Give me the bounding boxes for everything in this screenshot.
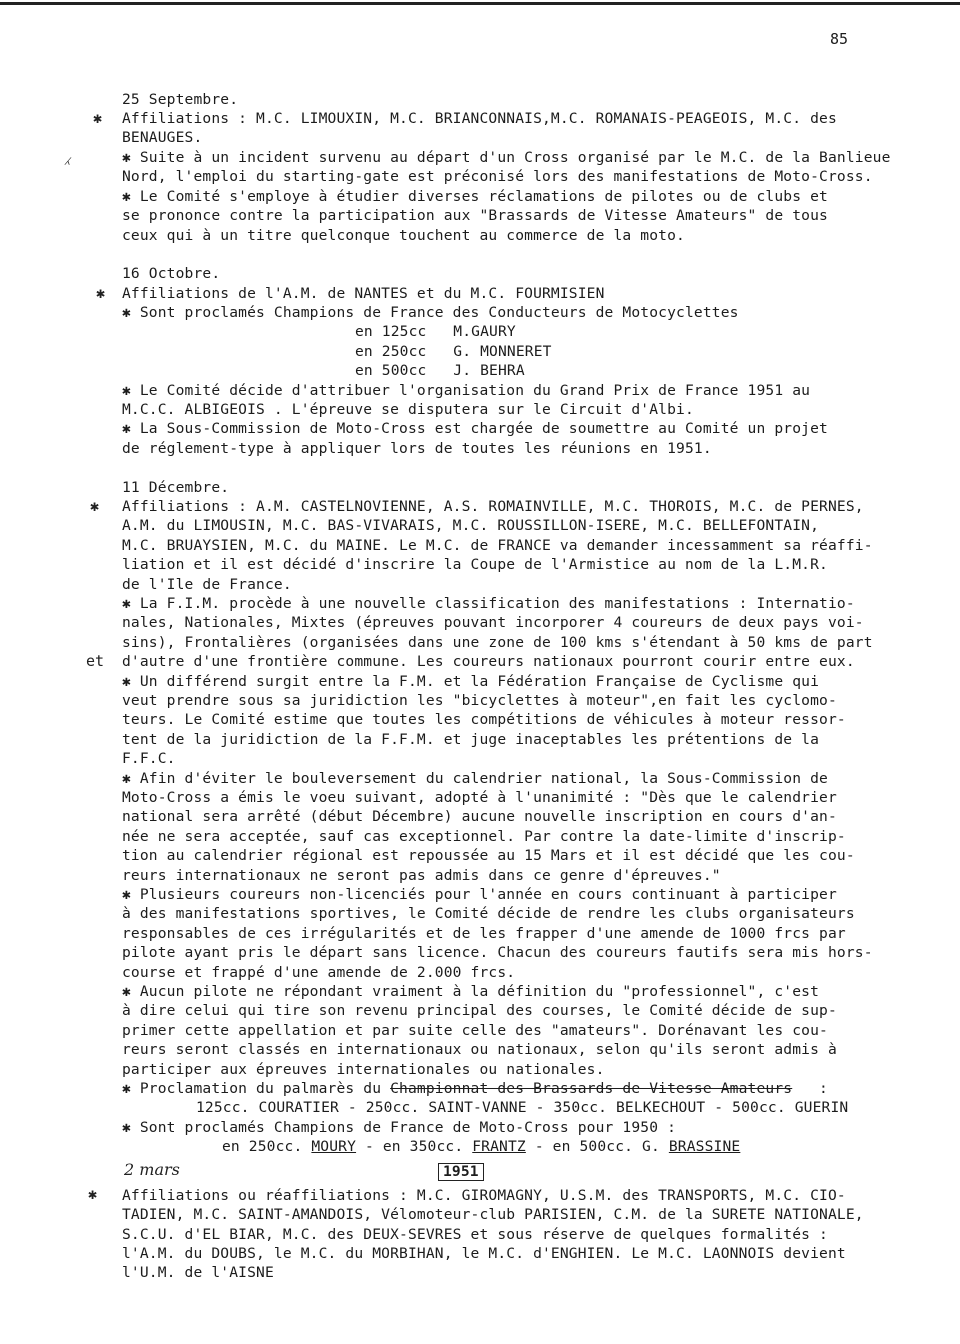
text-line: S.C.U. d'EL BIAR, M.C. des DEUX-SEVRES et sous réserve de quelques formalités :: [122, 1226, 828, 1243]
text-line: ✱ Un différend surgit entre la F.M. et la Fédération Française de Cyclisme qui: [122, 673, 820, 690]
text-line: Affiliations ou réaffiliations : M.C. GIROMAGNY, U.S.M. des TRANSPORTS, M.C. CIO-: [122, 1187, 846, 1204]
text-line: tion au calendrier régional est repoussée au 15 Mars et il est décidé que les cou-: [122, 847, 855, 864]
text-line: se prononce contre la participation aux "Brassards de Vitesse Amateurs" de tous: [122, 207, 828, 224]
text-line: ✱ Afin d'éviter le bouleversement du calendrier national, la Sous-Commission de: [122, 770, 828, 787]
margin-et: et: [86, 652, 105, 670]
champion-brassine: BRASSINE: [668, 1138, 741, 1155]
motocross-champions-line: [222, 1137, 740, 1156]
margin-bullet: ✱: [96, 284, 106, 302]
margin-bullet: ✱: [88, 1185, 98, 1203]
palmares-colon: :: [819, 1080, 828, 1097]
text-line: TADIEN, M.C. SAINT-AMANDOIS, Vélomoteur-club PARISIEN, C.M. de la SURETE NATIONALE,: [122, 1206, 864, 1223]
champion-line: en 500cc J. BEHRA: [355, 362, 525, 379]
champion-moury: MOURY: [311, 1138, 357, 1155]
text-line: née ne sera acceptée, sauf cas exceptionnel. Par contre la date-limite d'inscrip-: [122, 828, 846, 845]
text-line: BENAUGES.: [122, 129, 203, 146]
text-line: M.C.C. ALBIGEOIS . L'épreuve se disputera sur le Circuit d'Albi.: [122, 401, 694, 418]
text-line: Nord, l'emploi du starting-gate est préconisé lors des manifestations de Moto-Cross.: [122, 168, 873, 185]
text-line: ✱ Sont proclamés Champions de France de Moto-Cross pour 1950 :: [122, 1119, 677, 1136]
text-line: national sera arrêté (début Décembre) aucune nouvelle inscription en cours d'an-: [122, 808, 837, 825]
text-line: F.F.C.: [122, 750, 176, 767]
text-line: ✱ Plusieurs coureurs non-licenciés pour l'année en cours continuant à participer: [122, 886, 837, 903]
palmares-line: [122, 1079, 828, 1098]
text-line: Moto-Cross a émis le voeu suivant, adopté à l'unanimité : "Dès que le calendrier: [122, 789, 837, 806]
champion-line: en 250cc G. MONNERET: [355, 343, 552, 360]
text-line: Affiliations : M.C. LIMOUXIN, M.C. BRIANCONNAIS,M.C. ROMANAIS-PEAGEOIS, M.C. des: [122, 110, 837, 127]
text-line: liation et il est décidé d'inscrire la Coupe de l'Armistice au nom de la L.M.R.: [122, 556, 828, 573]
text-line: ✱ Le Comité décide d'attribuer l'organisation du Grand Prix de France 1951 au: [122, 382, 811, 399]
text-line: à des manifestations sportives, le Comité décide de rendre les clubs organisateurs: [122, 905, 855, 922]
text-line: primer cette appellation et par suite celle des "amateurs". Dorénavant les cou-: [122, 1022, 828, 1039]
text-line: tent de la juridiction de la F.F.M. et juge inaceptables les prétentions de la: [122, 731, 820, 748]
margin-bullet: ✱: [93, 109, 103, 127]
text-line: ✱ Aucun pilote ne répondant vraiment à la définition du "professionnel", c'est: [122, 983, 820, 1000]
text-line: l'A.M. du DOUBS, le M.C. du MORBIHAN, le M.C. d'ENGHIEN. Le M.C. LAONNOIS devient: [122, 1245, 846, 1262]
text-line: responsables de ces irrégularités et de les frapper d'une amende de 1000 frcs par: [122, 925, 846, 942]
date-heading-11-decembre: 11 Décembre.: [122, 479, 230, 496]
class-500: - en 500cc. G.: [534, 1138, 660, 1155]
text-line: Affiliations : A.M. CASTELNOVIENNE, A.S. ROMAINVILLE, M.C. THOROIS, M.C. de PERNES,: [122, 498, 864, 515]
palmares-intro: ✱ Proclamation du palmarès du: [122, 1080, 382, 1097]
text-line: ✱ La F.I.M. procède à une nouvelle classification des manifestations : Internatio-: [122, 595, 855, 612]
margin-check-mark: ⁁: [66, 146, 70, 165]
champion-frantz: FRANTZ: [472, 1138, 526, 1155]
text-line: de l'Ile de France.: [122, 576, 292, 593]
text-line: ✱ Le Comité s'employe à étudier diverses réclamations de pilotes ou de clubs et: [122, 188, 828, 205]
class-350: - en 350cc.: [365, 1138, 464, 1155]
text-line: ✱ Sont proclamés Champions de France des Conducteurs de Motocyclettes: [122, 304, 739, 321]
text-line: course et frappé d'une amende de 2.000 frcs.: [122, 964, 516, 981]
text-line: reurs internationaux ne seront pas admis dans ce genre d'épreuves.": [122, 867, 721, 884]
text-line: nales, Nationales, Mixtes (épreuves pouvant incorporer 4 coureurs de deux pays voi-: [122, 614, 864, 631]
text-line: veut prendre sous sa juridiction les "bicyclettes à moteur",en fait les cyclomo-: [122, 692, 837, 709]
year-stamp-1951: 1951: [438, 1162, 484, 1181]
margin-bullet: ✱: [90, 497, 100, 515]
text-line: Affiliations de l'A.M. de NANTES et du M.C. FOURMISIEN: [122, 285, 605, 302]
palmares-results: 125cc. COURATIER - 250cc. SAINT-VANNE - 350cc. BELKECHOUT - 500cc. GUERIN: [196, 1099, 849, 1116]
text-line: pilote ayant pris le départ sans licence. Chacun des coureurs fautifs sera mis hors-: [122, 944, 873, 961]
palmares-struck-title: Championnat des Brassards de Vitesse Amateurs: [390, 1080, 793, 1097]
page-number: 85: [830, 30, 849, 48]
champion-line: en 125cc M.GAURY: [355, 323, 516, 340]
class-250: en 250cc.: [222, 1138, 303, 1155]
text-line: à dire celui qui tire son revenu principal des courses, le Comité décide de sup-: [122, 1002, 837, 1019]
text-line: ✱ La Sous-Commission de Moto-Cross est chargée de soumettre au Comité un projet: [122, 420, 828, 437]
text-line: reurs seront classés en internationaux ou nationaux, selon qu'ils seront admis à: [122, 1041, 837, 1058]
text-line: A.M. du LIMOUSIN, M.C. BAS-VIVARAIS, M.C. ROUSSILLON-ISERE, M.C. BELLEFONTAIN,: [122, 517, 820, 534]
text-line: ceux qui à un titre quelconque touchent au commerce de la moto.: [122, 227, 685, 244]
text-line: M.C. BRUAYSIEN, M.C. du MAINE. Le M.C. de FRANCE va demander incessamment sa réaffi-: [122, 537, 873, 554]
text-line: teurs. Le Comité estime que toutes les compétitions de véhicules à moteur ressor-: [122, 711, 846, 728]
text-line: participer aux épreuves internationales ou nationales.: [122, 1061, 605, 1078]
date-heading-16-octobre: 16 Octobre.: [122, 265, 221, 282]
top-rule: [0, 2, 960, 5]
text-line: de réglement-type à appliquer lors de toutes les réunions en 1951.: [122, 440, 712, 457]
date-heading-25-septembre: 25 Septembre.: [122, 91, 239, 108]
text-line: ✱ Suite à un incident survenu au départ d'un Cross organisé par le M.C. de la Banlieue: [122, 149, 891, 166]
text-line: d'autre d'une frontière commune. Les coureurs nationaux pourront courir entre eux.: [122, 653, 855, 670]
text-line: sins), Frontalières (organisées dans une zone de 100 kms s'étendant à 50 kms de part: [122, 634, 873, 651]
handwritten-date-2-mars: 2 mars: [124, 1160, 180, 1179]
text-line: l'U.M. de l'AISNE: [122, 1264, 274, 1281]
